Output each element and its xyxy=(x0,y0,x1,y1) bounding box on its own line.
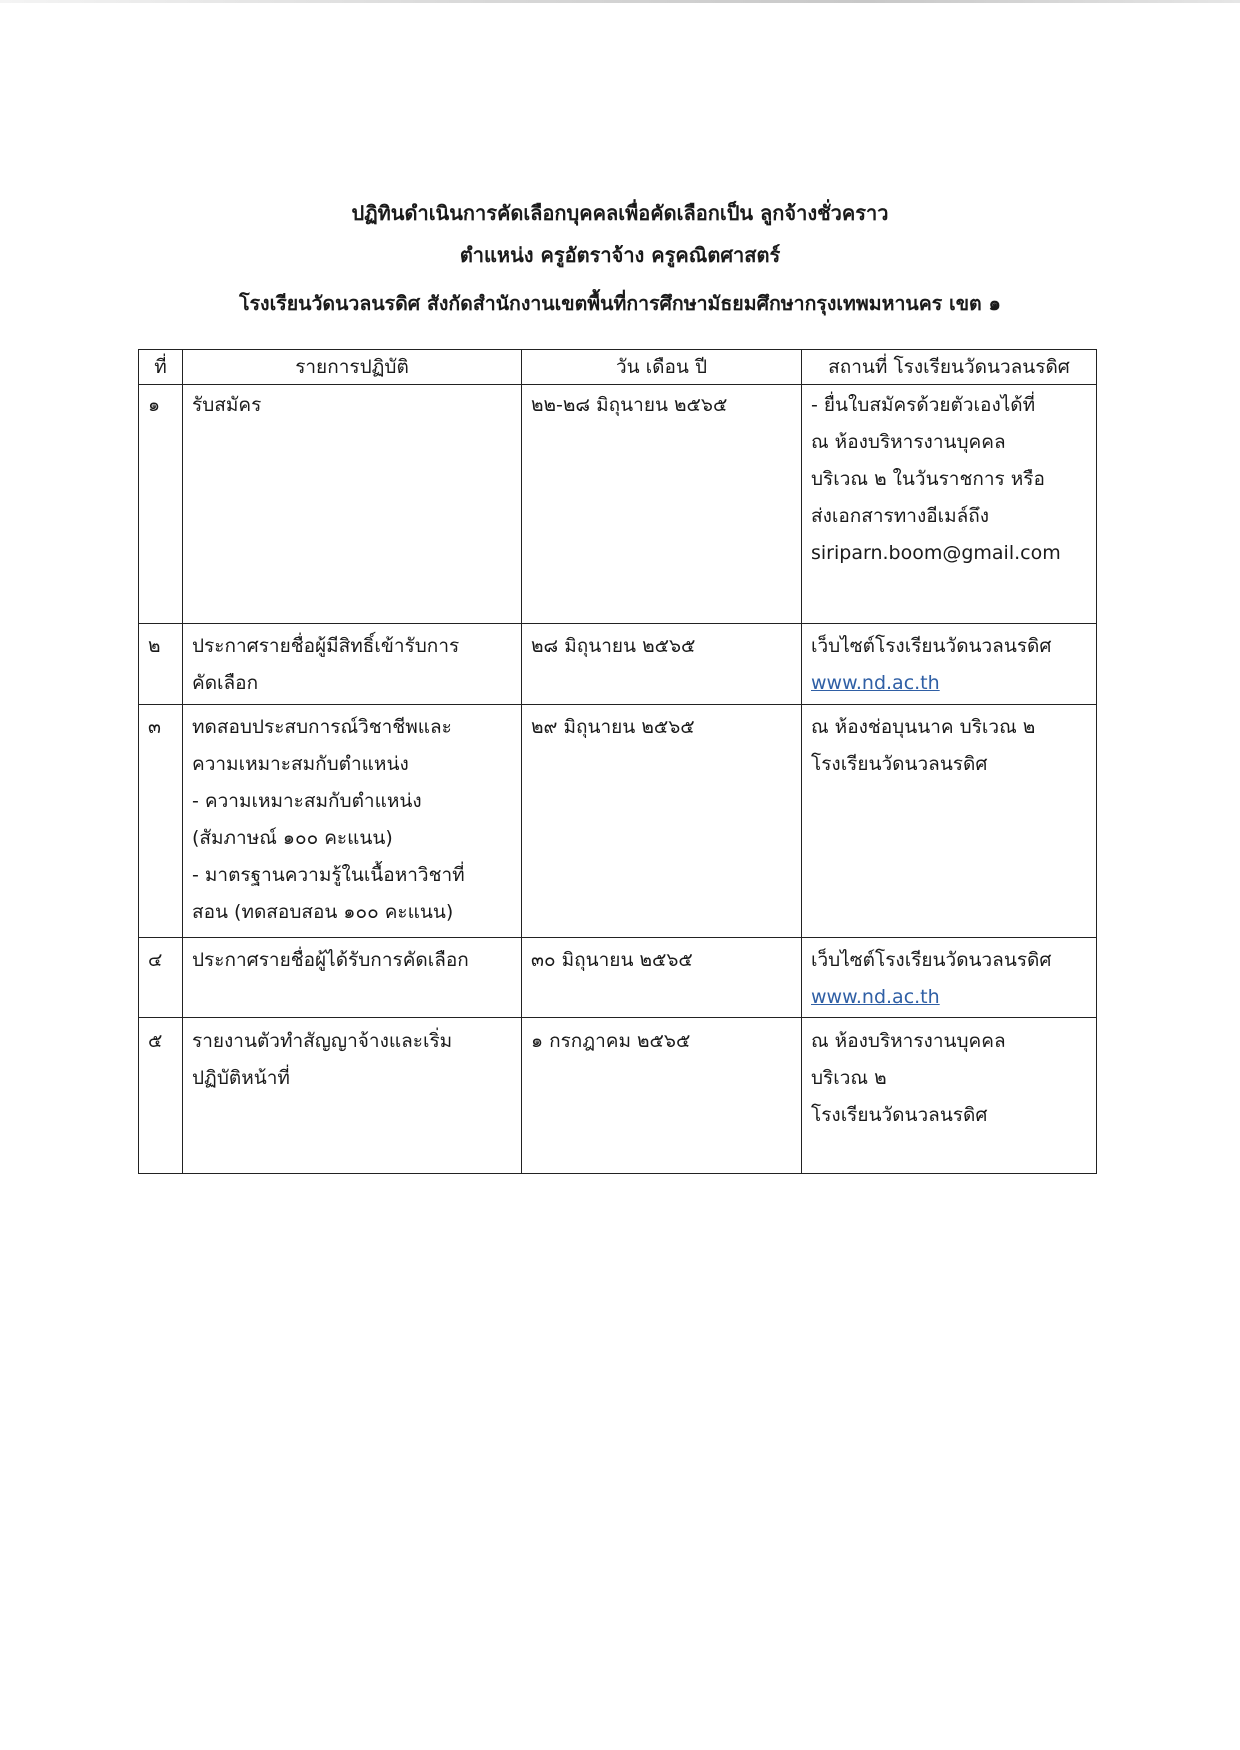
date-cell: ๑ กรกฎาคม ๒๕๖๕ xyxy=(522,1018,802,1174)
activity-text: คัดเลือก xyxy=(192,672,259,694)
place-text: - ยื่นใบสมัครด้วยตัวเองได้ที่ xyxy=(811,394,1036,416)
row-number: ๑ xyxy=(139,385,183,624)
activity-text: ปฏิบัติหน้าที่ xyxy=(192,1067,290,1089)
place-cell xyxy=(802,1018,1097,1174)
activity-cell xyxy=(183,624,522,705)
column-header-date: วัน เดือน ปี xyxy=(522,350,802,385)
row-number: ๓ xyxy=(139,705,183,938)
place-text: ณ ห้องช่อบุนนาค บริเวณ ๒ xyxy=(811,716,1036,738)
table-row xyxy=(139,624,1097,705)
activity-text: - ความเหมาะสมกับตำแหน่ง xyxy=(192,790,422,812)
place-cell xyxy=(802,705,1097,938)
activity-text: สอน (ทดสอบสอน ๑๐๐ คะแนน) xyxy=(192,901,454,923)
place-cell xyxy=(802,385,1097,624)
place-cell xyxy=(802,938,1097,1018)
date-cell: ๒๒-๒๘ มิถุนายน ๒๕๖๕ xyxy=(522,385,802,624)
place-cell xyxy=(802,624,1097,705)
contact-email: siriparn.boom@gmail.com xyxy=(811,542,1061,564)
activity-text: ทดสอบประสบการณ์วิชาชีพและ xyxy=(192,716,452,738)
place-text: โรงเรียนวัดนวลนรดิศ xyxy=(811,1104,988,1126)
place-text: เว็บไซต์โรงเรียนวัดนวลนรดิศ xyxy=(811,949,1052,971)
date-cell: ๒๘ มิถุนายน ๒๕๖๕ xyxy=(522,624,802,705)
document-title: ปฏิทินดำเนินการคัดเลือกบุคคลเพื่อคัดเลือกเป็น ลูกจ้างชั่วคราว xyxy=(351,201,889,225)
schedule-table xyxy=(138,349,1097,1174)
activity-cell xyxy=(183,938,522,1018)
row-number: ๕ xyxy=(139,1018,183,1174)
activity-cell xyxy=(183,705,522,938)
activity-text: (สัมภาษณ์ ๑๐๐ คะแนน) xyxy=(192,827,393,849)
activity-cell xyxy=(183,385,522,624)
position-subtitle: ตำแหน่ง ครูอัตราจ้าง ครูคณิตศาสตร์ xyxy=(459,243,781,267)
place-text: บริเวณ ๒ xyxy=(811,1067,887,1089)
table-row xyxy=(139,1018,1097,1174)
scan-top-edge xyxy=(0,0,1240,3)
place-text: บริเวณ ๒ ในวันราชการ หรือ xyxy=(811,468,1045,490)
column-header-activity: รายการปฏิบัติ xyxy=(183,350,522,385)
date-cell: ๓๐ มิถุนายน ๒๕๖๕ xyxy=(522,938,802,1018)
table-header-row xyxy=(139,350,1097,385)
row-number: ๒ xyxy=(139,624,183,705)
column-header-place: สถานที่ โรงเรียนวัดนวลนรดิศ xyxy=(802,350,1097,385)
place-text: ส่งเอกสารทางอีเมล์ถึง xyxy=(811,505,990,527)
place-text: ณ ห้องบริหารงานบุคคล xyxy=(811,431,1006,453)
activity-text: รับสมัคร xyxy=(192,394,262,416)
activity-text: ประกาศรายชื่อผู้ได้รับการคัดเลือก xyxy=(192,949,469,971)
table-row xyxy=(139,385,1097,624)
place-text: ณ ห้องบริหารงานบุคคล xyxy=(811,1030,1006,1052)
activity-text: รายงานตัวทำสัญญาจ้างและเริ่ม xyxy=(192,1030,453,1052)
place-text: โรงเรียนวัดนวลนรดิศ xyxy=(811,753,988,775)
website-link[interactable]: www.nd.ac.th xyxy=(811,672,940,694)
table-row xyxy=(139,705,1097,938)
column-header-no: ที่ xyxy=(139,350,183,385)
date-cell: ๒๙ มิถุนายน ๒๕๖๕ xyxy=(522,705,802,938)
row-number: ๔ xyxy=(139,938,183,1018)
activity-text: ประกาศรายชื่อผู้มีสิทธิ์เข้ารับการ xyxy=(192,635,460,657)
table-row xyxy=(139,938,1097,1018)
school-subtitle: โรงเรียนวัดนวลนรดิศ สังกัดสำนักงานเขตพื้นที่การศึกษามัธยมศึกษากรุงเทพมหานคร เขต ๑ xyxy=(239,292,1001,315)
activity-cell xyxy=(183,1018,522,1174)
place-text: เว็บไซต์โรงเรียนวัดนวลนรดิศ xyxy=(811,635,1052,657)
activity-text: ความเหมาะสมกับตำแหน่ง xyxy=(192,753,409,775)
activity-text: - มาตรฐานความรู้ในเนื้อหาวิชาที่ xyxy=(192,864,465,886)
website-link[interactable]: www.nd.ac.th xyxy=(811,986,940,1008)
